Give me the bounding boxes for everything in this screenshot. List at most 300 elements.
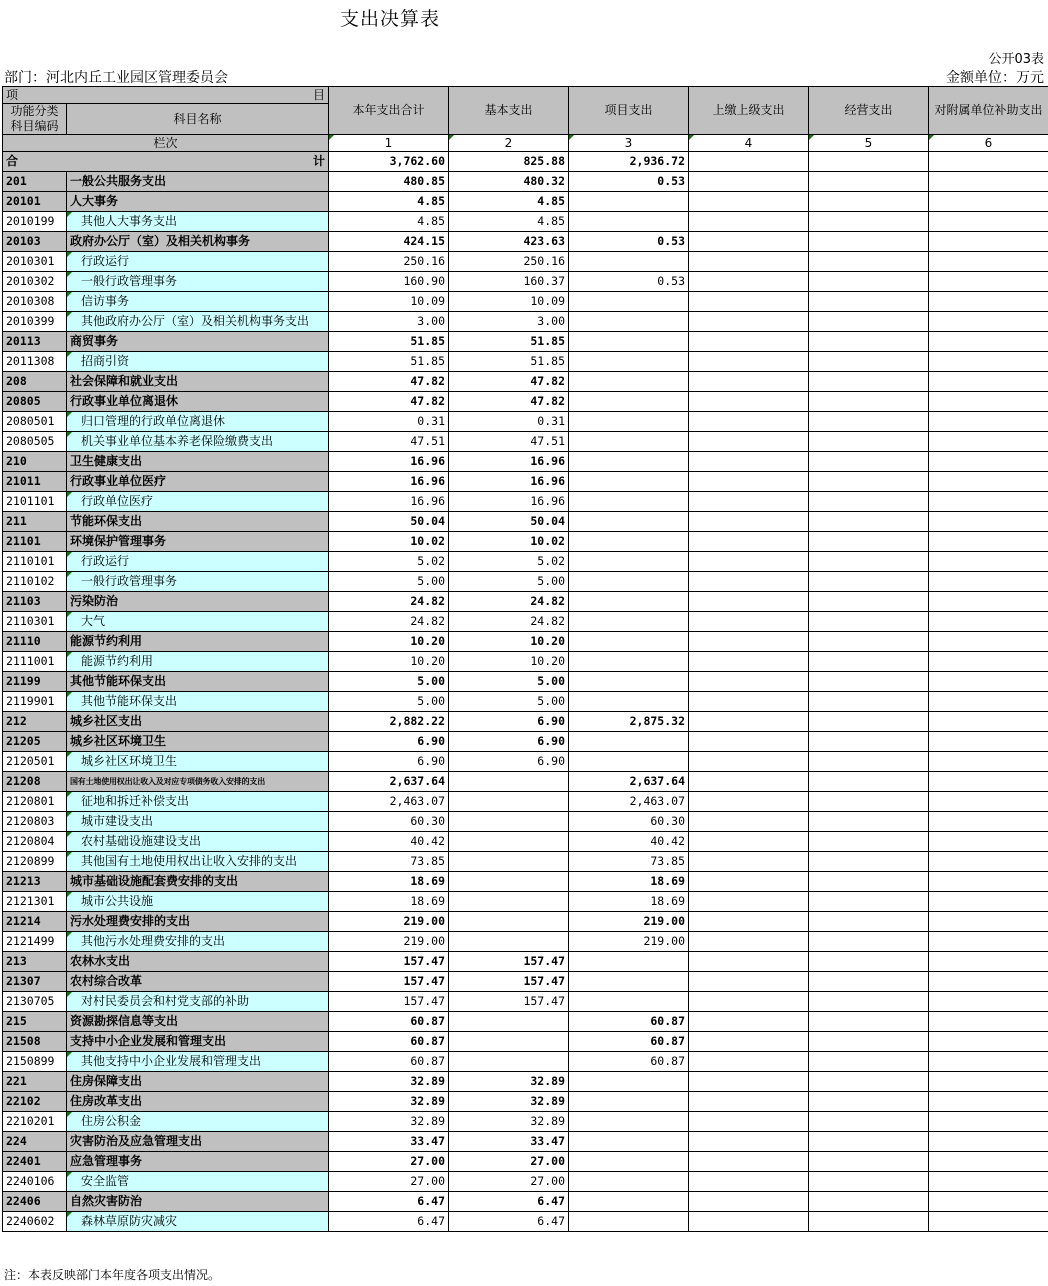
row-value-3 <box>569 1212 689 1232</box>
row-value-6 <box>929 592 1048 612</box>
row-name: 其他国有土地使用权出让收入安排的支出 <box>67 852 329 872</box>
row-value-1: 4.85 <box>329 212 449 232</box>
row-value-3 <box>569 652 689 672</box>
row-value-2: 32.89 <box>449 1112 569 1132</box>
col-header-4: 上缴上级支出 <box>689 87 809 135</box>
row-code: 2121301 <box>3 892 67 912</box>
row-value-4 <box>689 1072 809 1092</box>
row-name: 其他节能环保支出 <box>67 672 329 692</box>
row-value-1: 60.87 <box>329 1012 449 1032</box>
row-code: 2010301 <box>3 252 67 272</box>
row-value-5 <box>809 292 929 312</box>
row-value-1: 5.02 <box>329 552 449 572</box>
row-code: 21199 <box>3 672 67 692</box>
table-row <box>3 372 1048 392</box>
row-code: 2010302 <box>3 272 67 292</box>
row-value-5 <box>809 812 929 832</box>
row-code: 224 <box>3 1132 67 1152</box>
row-value-2: 47.82 <box>449 392 569 412</box>
row-name: 大气 <box>67 612 329 632</box>
row-value-1: 60.87 <box>329 1052 449 1072</box>
row-name: 国有土地使用权出让收入及对应专项债务收入安排的支出 <box>67 772 329 792</box>
row-value-3 <box>569 1132 689 1152</box>
table-row <box>3 712 1048 732</box>
row-value-1: 27.00 <box>329 1152 449 1172</box>
row-name: 一般行政管理事务 <box>67 272 329 292</box>
table-row <box>3 532 1048 552</box>
table-row <box>3 832 1048 852</box>
row-value-5 <box>809 992 929 1012</box>
row-code: 22406 <box>3 1192 67 1212</box>
row-value-3: 0.53 <box>569 172 689 192</box>
row-value-6 <box>929 732 1048 752</box>
row-code: 21205 <box>3 732 67 752</box>
row-name: 其他节能环保支出 <box>67 692 329 712</box>
row-value-3: 60.30 <box>569 812 689 832</box>
row-name: 其他支持中小企业发展和管理支出 <box>67 1052 329 1072</box>
row-value-2 <box>449 832 569 852</box>
total-value-4 <box>689 152 809 172</box>
row-code: 2240106 <box>3 1172 67 1192</box>
row-name: 能源节约利用 <box>67 652 329 672</box>
row-value-6 <box>929 272 1048 292</box>
row-value-5 <box>809 952 929 972</box>
row-name: 行政事业单位离退休 <box>67 392 329 412</box>
table-row <box>3 1092 1048 1112</box>
row-name: 信访事务 <box>67 292 329 312</box>
row-value-4 <box>689 232 809 252</box>
col-header-6: 对附属单位补助支出 <box>929 87 1048 135</box>
row-value-2 <box>449 772 569 792</box>
row-code: 21110 <box>3 632 67 652</box>
code-col-header: 功能分类科目编码 <box>3 104 67 135</box>
table-row <box>3 292 1048 312</box>
table-row <box>3 192 1048 212</box>
row-code: 2110102 <box>3 572 67 592</box>
row-value-2: 10.20 <box>449 652 569 672</box>
row-value-4 <box>689 592 809 612</box>
row-value-2 <box>449 892 569 912</box>
row-value-5 <box>809 972 929 992</box>
row-value-1: 10.09 <box>329 292 449 312</box>
row-value-1: 10.02 <box>329 532 449 552</box>
total-row <box>3 152 1048 172</box>
lanci-label: 栏次 <box>3 135 329 152</box>
row-code: 21307 <box>3 972 67 992</box>
row-value-1: 6.90 <box>329 732 449 752</box>
row-name: 城乡社区支出 <box>67 712 329 732</box>
row-name: 征地和拆迁补偿支出 <box>67 792 329 812</box>
row-value-6 <box>929 412 1048 432</box>
row-value-1: 6.90 <box>329 752 449 772</box>
row-value-6 <box>929 832 1048 852</box>
row-value-4 <box>689 312 809 332</box>
row-value-1: 16.96 <box>329 472 449 492</box>
row-name: 城乡社区环境卫生 <box>67 752 329 772</box>
row-value-6 <box>929 192 1048 212</box>
row-value-3 <box>569 632 689 652</box>
row-value-1: 10.20 <box>329 652 449 672</box>
table-row <box>3 1052 1048 1072</box>
col-header-3: 项目支出 <box>569 87 689 135</box>
row-name: 自然灾害防治 <box>67 1192 329 1212</box>
row-name: 灾害防治及应急管理支出 <box>67 1132 329 1152</box>
row-value-6 <box>929 952 1048 972</box>
row-value-4 <box>689 252 809 272</box>
row-value-3 <box>569 372 689 392</box>
row-name: 归口管理的行政单位离退休 <box>67 412 329 432</box>
row-code: 2080505 <box>3 432 67 452</box>
row-code: 208 <box>3 372 67 392</box>
row-value-2 <box>449 932 569 952</box>
table-row <box>3 1192 1048 1212</box>
row-value-3: 40.42 <box>569 832 689 852</box>
col-header-1: 本年支出合计 <box>329 87 449 135</box>
row-value-1: 73.85 <box>329 852 449 872</box>
row-value-5 <box>809 612 929 632</box>
row-value-4 <box>689 292 809 312</box>
row-value-6 <box>929 652 1048 672</box>
row-value-3: 2,637.64 <box>569 772 689 792</box>
row-name: 安全监管 <box>67 1172 329 1192</box>
row-code: 2130705 <box>3 992 67 1012</box>
row-name: 住房保障支出 <box>67 1072 329 1092</box>
row-value-5 <box>809 1032 929 1052</box>
row-value-5 <box>809 252 929 272</box>
row-value-4 <box>689 972 809 992</box>
table-row <box>3 852 1048 872</box>
table-row <box>3 752 1048 772</box>
row-value-6 <box>929 1192 1048 1212</box>
row-value-5 <box>809 752 929 772</box>
row-value-2: 10.02 <box>449 532 569 552</box>
row-value-4 <box>689 612 809 632</box>
row-value-3 <box>569 972 689 992</box>
row-value-2: 16.96 <box>449 492 569 512</box>
row-value-2: 51.85 <box>449 352 569 372</box>
table-row <box>3 392 1048 412</box>
row-value-2: 32.89 <box>449 1092 569 1112</box>
row-value-2 <box>449 872 569 892</box>
row-value-6 <box>929 1092 1048 1112</box>
row-value-1: 6.47 <box>329 1192 449 1212</box>
row-value-3 <box>569 732 689 752</box>
row-value-6 <box>929 1112 1048 1132</box>
row-name: 社会保障和就业支出 <box>67 372 329 392</box>
row-name: 行政运行 <box>67 552 329 572</box>
row-value-6 <box>929 612 1048 632</box>
row-value-6 <box>929 1212 1048 1232</box>
row-value-1: 5.00 <box>329 672 449 692</box>
row-value-5 <box>809 672 929 692</box>
row-name: 商贸事务 <box>67 332 329 352</box>
row-value-5 <box>809 172 929 192</box>
row-value-6 <box>929 492 1048 512</box>
row-value-2 <box>449 812 569 832</box>
row-name: 行政运行 <box>67 252 329 272</box>
total-he: 合 <box>6 154 19 168</box>
row-value-3 <box>569 992 689 1012</box>
row-value-4 <box>689 672 809 692</box>
row-code: 2111001 <box>3 652 67 672</box>
row-value-1: 219.00 <box>329 912 449 932</box>
row-value-4 <box>689 912 809 932</box>
row-name: 机关事业单位基本养老保险缴费支出 <box>67 432 329 452</box>
row-name: 行政事业单位医疗 <box>67 472 329 492</box>
row-value-2: 6.90 <box>449 732 569 752</box>
row-value-2 <box>449 912 569 932</box>
row-value-1: 0.31 <box>329 412 449 432</box>
row-code: 20805 <box>3 392 67 412</box>
row-value-1: 2,882.22 <box>329 712 449 732</box>
row-value-5 <box>809 652 929 672</box>
row-name: 城市建设支出 <box>67 812 329 832</box>
row-value-2: 51.85 <box>449 332 569 352</box>
row-value-5 <box>809 392 929 412</box>
row-name: 污水处理费安排的支出 <box>67 912 329 932</box>
row-value-4 <box>689 732 809 752</box>
row-value-3: 219.00 <box>569 932 689 952</box>
row-value-5 <box>809 212 929 232</box>
row-value-4 <box>689 1012 809 1032</box>
row-value-3 <box>569 512 689 532</box>
row-code: 21214 <box>3 912 67 932</box>
row-value-4 <box>689 472 809 492</box>
row-value-5 <box>809 912 929 932</box>
table-row <box>3 672 1048 692</box>
row-value-2: 16.96 <box>449 472 569 492</box>
table-row <box>3 1112 1048 1132</box>
row-value-4 <box>689 532 809 552</box>
row-value-3 <box>569 412 689 432</box>
row-value-6 <box>929 452 1048 472</box>
row-value-3 <box>569 1092 689 1112</box>
row-value-3 <box>569 1192 689 1212</box>
row-value-5 <box>809 892 929 912</box>
row-value-4 <box>689 332 809 352</box>
row-value-6 <box>929 812 1048 832</box>
row-value-2: 5.00 <box>449 672 569 692</box>
row-value-4 <box>689 572 809 592</box>
row-value-3 <box>569 352 689 372</box>
row-value-5 <box>809 692 929 712</box>
row-value-2 <box>449 792 569 812</box>
row-name: 支持中小企业发展和管理支出 <box>67 1032 329 1052</box>
row-value-6 <box>929 932 1048 952</box>
table-row <box>3 232 1048 252</box>
row-value-4 <box>689 852 809 872</box>
row-name: 城市基础设施配套费安排的支出 <box>67 872 329 892</box>
row-value-2 <box>449 1012 569 1032</box>
row-value-6 <box>929 792 1048 812</box>
row-value-5 <box>809 452 929 472</box>
row-code: 221 <box>3 1072 67 1092</box>
row-value-4 <box>689 1092 809 1112</box>
row-value-3 <box>569 672 689 692</box>
row-value-4 <box>689 1132 809 1152</box>
row-value-3: 18.69 <box>569 872 689 892</box>
row-value-1: 2,637.64 <box>329 772 449 792</box>
row-value-6 <box>929 332 1048 352</box>
row-value-1: 3.00 <box>329 312 449 332</box>
row-value-2: 423.63 <box>449 232 569 252</box>
row-value-6 <box>929 1072 1048 1092</box>
row-value-2: 5.00 <box>449 572 569 592</box>
row-value-3: 0.53 <box>569 272 689 292</box>
row-value-6 <box>929 992 1048 1012</box>
row-value-2: 6.47 <box>449 1212 569 1232</box>
table-row <box>3 1132 1048 1152</box>
row-value-5 <box>809 532 929 552</box>
row-value-1: 33.47 <box>329 1132 449 1152</box>
row-value-4 <box>689 412 809 432</box>
row-name: 住房公积金 <box>67 1112 329 1132</box>
row-value-6 <box>929 1032 1048 1052</box>
row-value-3 <box>569 1172 689 1192</box>
row-value-4 <box>689 1152 809 1172</box>
row-value-2: 47.82 <box>449 372 569 392</box>
row-value-4 <box>689 492 809 512</box>
row-value-2: 157.47 <box>449 952 569 972</box>
row-value-5 <box>809 772 929 792</box>
row-value-4 <box>689 692 809 712</box>
table-row <box>3 972 1048 992</box>
row-value-4 <box>689 712 809 732</box>
table-row <box>3 932 1048 952</box>
row-value-1: 16.96 <box>329 452 449 472</box>
total-value-2: 825.88 <box>449 152 569 172</box>
table-row <box>3 632 1048 652</box>
row-code: 2110301 <box>3 612 67 632</box>
table-row <box>3 492 1048 512</box>
row-value-2: 157.47 <box>449 972 569 992</box>
row-code: 2120804 <box>3 832 67 852</box>
table-row <box>3 892 1048 912</box>
row-value-2: 32.89 <box>449 1072 569 1092</box>
row-code: 2110101 <box>3 552 67 572</box>
row-value-4 <box>689 992 809 1012</box>
col-num-4: 4 <box>689 135 809 152</box>
row-value-5 <box>809 192 929 212</box>
row-value-5 <box>809 1152 929 1172</box>
row-name: 农林水支出 <box>67 952 329 972</box>
row-code: 22401 <box>3 1152 67 1172</box>
row-value-1: 18.69 <box>329 872 449 892</box>
row-value-5 <box>809 472 929 492</box>
header-xiang-mu <box>3 87 329 104</box>
table-row <box>3 172 1048 192</box>
row-value-5 <box>809 1212 929 1232</box>
table-row <box>3 1012 1048 1032</box>
row-value-2: 6.90 <box>449 712 569 732</box>
row-value-4 <box>689 932 809 952</box>
table-row <box>3 572 1048 592</box>
row-value-2: 10.09 <box>449 292 569 312</box>
row-value-6 <box>929 852 1048 872</box>
row-value-5 <box>809 372 929 392</box>
row-name: 一般行政管理事务 <box>67 572 329 592</box>
row-value-4 <box>689 632 809 652</box>
row-value-5 <box>809 712 929 732</box>
row-value-4 <box>689 1172 809 1192</box>
row-value-2: 5.00 <box>449 692 569 712</box>
row-code: 21103 <box>3 592 67 612</box>
department-label: 部门：河北内丘工业园区管理委员会 <box>4 70 228 86</box>
row-value-2: 6.47 <box>449 1192 569 1212</box>
row-value-4 <box>689 772 809 792</box>
row-value-3: 60.87 <box>569 1032 689 1052</box>
table-row <box>3 412 1048 432</box>
table-row <box>3 792 1048 812</box>
table-row <box>3 592 1048 612</box>
table-row <box>3 452 1048 472</box>
table-row <box>3 1152 1048 1172</box>
row-code: 21101 <box>3 532 67 552</box>
row-value-6 <box>929 572 1048 592</box>
row-value-3 <box>569 312 689 332</box>
row-code: 2011308 <box>3 352 67 372</box>
row-value-3 <box>569 1152 689 1172</box>
total-value-6 <box>929 152 1048 172</box>
row-value-1: 32.89 <box>329 1112 449 1132</box>
header-mu: 目 <box>312 88 325 102</box>
row-value-5 <box>809 932 929 952</box>
row-value-2: 3.00 <box>449 312 569 332</box>
row-value-6 <box>929 532 1048 552</box>
row-value-6 <box>929 632 1048 652</box>
row-value-2: 16.96 <box>449 452 569 472</box>
row-value-5 <box>809 592 929 612</box>
row-value-1: 157.47 <box>329 952 449 972</box>
row-value-2 <box>449 1032 569 1052</box>
row-value-6 <box>929 472 1048 492</box>
row-name: 其他污水处理费安排的支出 <box>67 932 329 952</box>
row-value-2: 10.20 <box>449 632 569 652</box>
row-value-5 <box>809 732 929 752</box>
row-name: 城市公共设施 <box>67 892 329 912</box>
row-value-1: 219.00 <box>329 932 449 952</box>
row-value-3: 73.85 <box>569 852 689 872</box>
table-row <box>3 992 1048 1012</box>
table-row <box>3 472 1048 492</box>
row-code: 2080501 <box>3 412 67 432</box>
row-value-3: 60.87 <box>569 1012 689 1032</box>
row-name: 农村基础设施建设支出 <box>67 832 329 852</box>
row-value-6 <box>929 772 1048 792</box>
row-code: 21508 <box>3 1032 67 1052</box>
row-value-2 <box>449 852 569 872</box>
table-row <box>3 352 1048 372</box>
row-value-5 <box>809 1192 929 1212</box>
row-value-1: 5.00 <box>329 692 449 712</box>
row-name: 节能环保支出 <box>67 512 329 532</box>
row-value-6 <box>929 432 1048 452</box>
row-value-4 <box>689 452 809 472</box>
row-value-1: 47.82 <box>329 372 449 392</box>
row-value-4 <box>689 552 809 572</box>
row-name: 应急管理事务 <box>67 1152 329 1172</box>
table-row <box>3 772 1048 792</box>
row-name: 卫生健康支出 <box>67 452 329 472</box>
row-value-2: 4.85 <box>449 192 569 212</box>
table-row <box>3 612 1048 632</box>
row-code: 213 <box>3 952 67 972</box>
col-header-2: 基本支出 <box>449 87 569 135</box>
row-value-6 <box>929 1012 1048 1032</box>
row-value-2: 33.47 <box>449 1132 569 1152</box>
row-value-5 <box>809 1052 929 1072</box>
col-num-5: 5 <box>809 135 929 152</box>
